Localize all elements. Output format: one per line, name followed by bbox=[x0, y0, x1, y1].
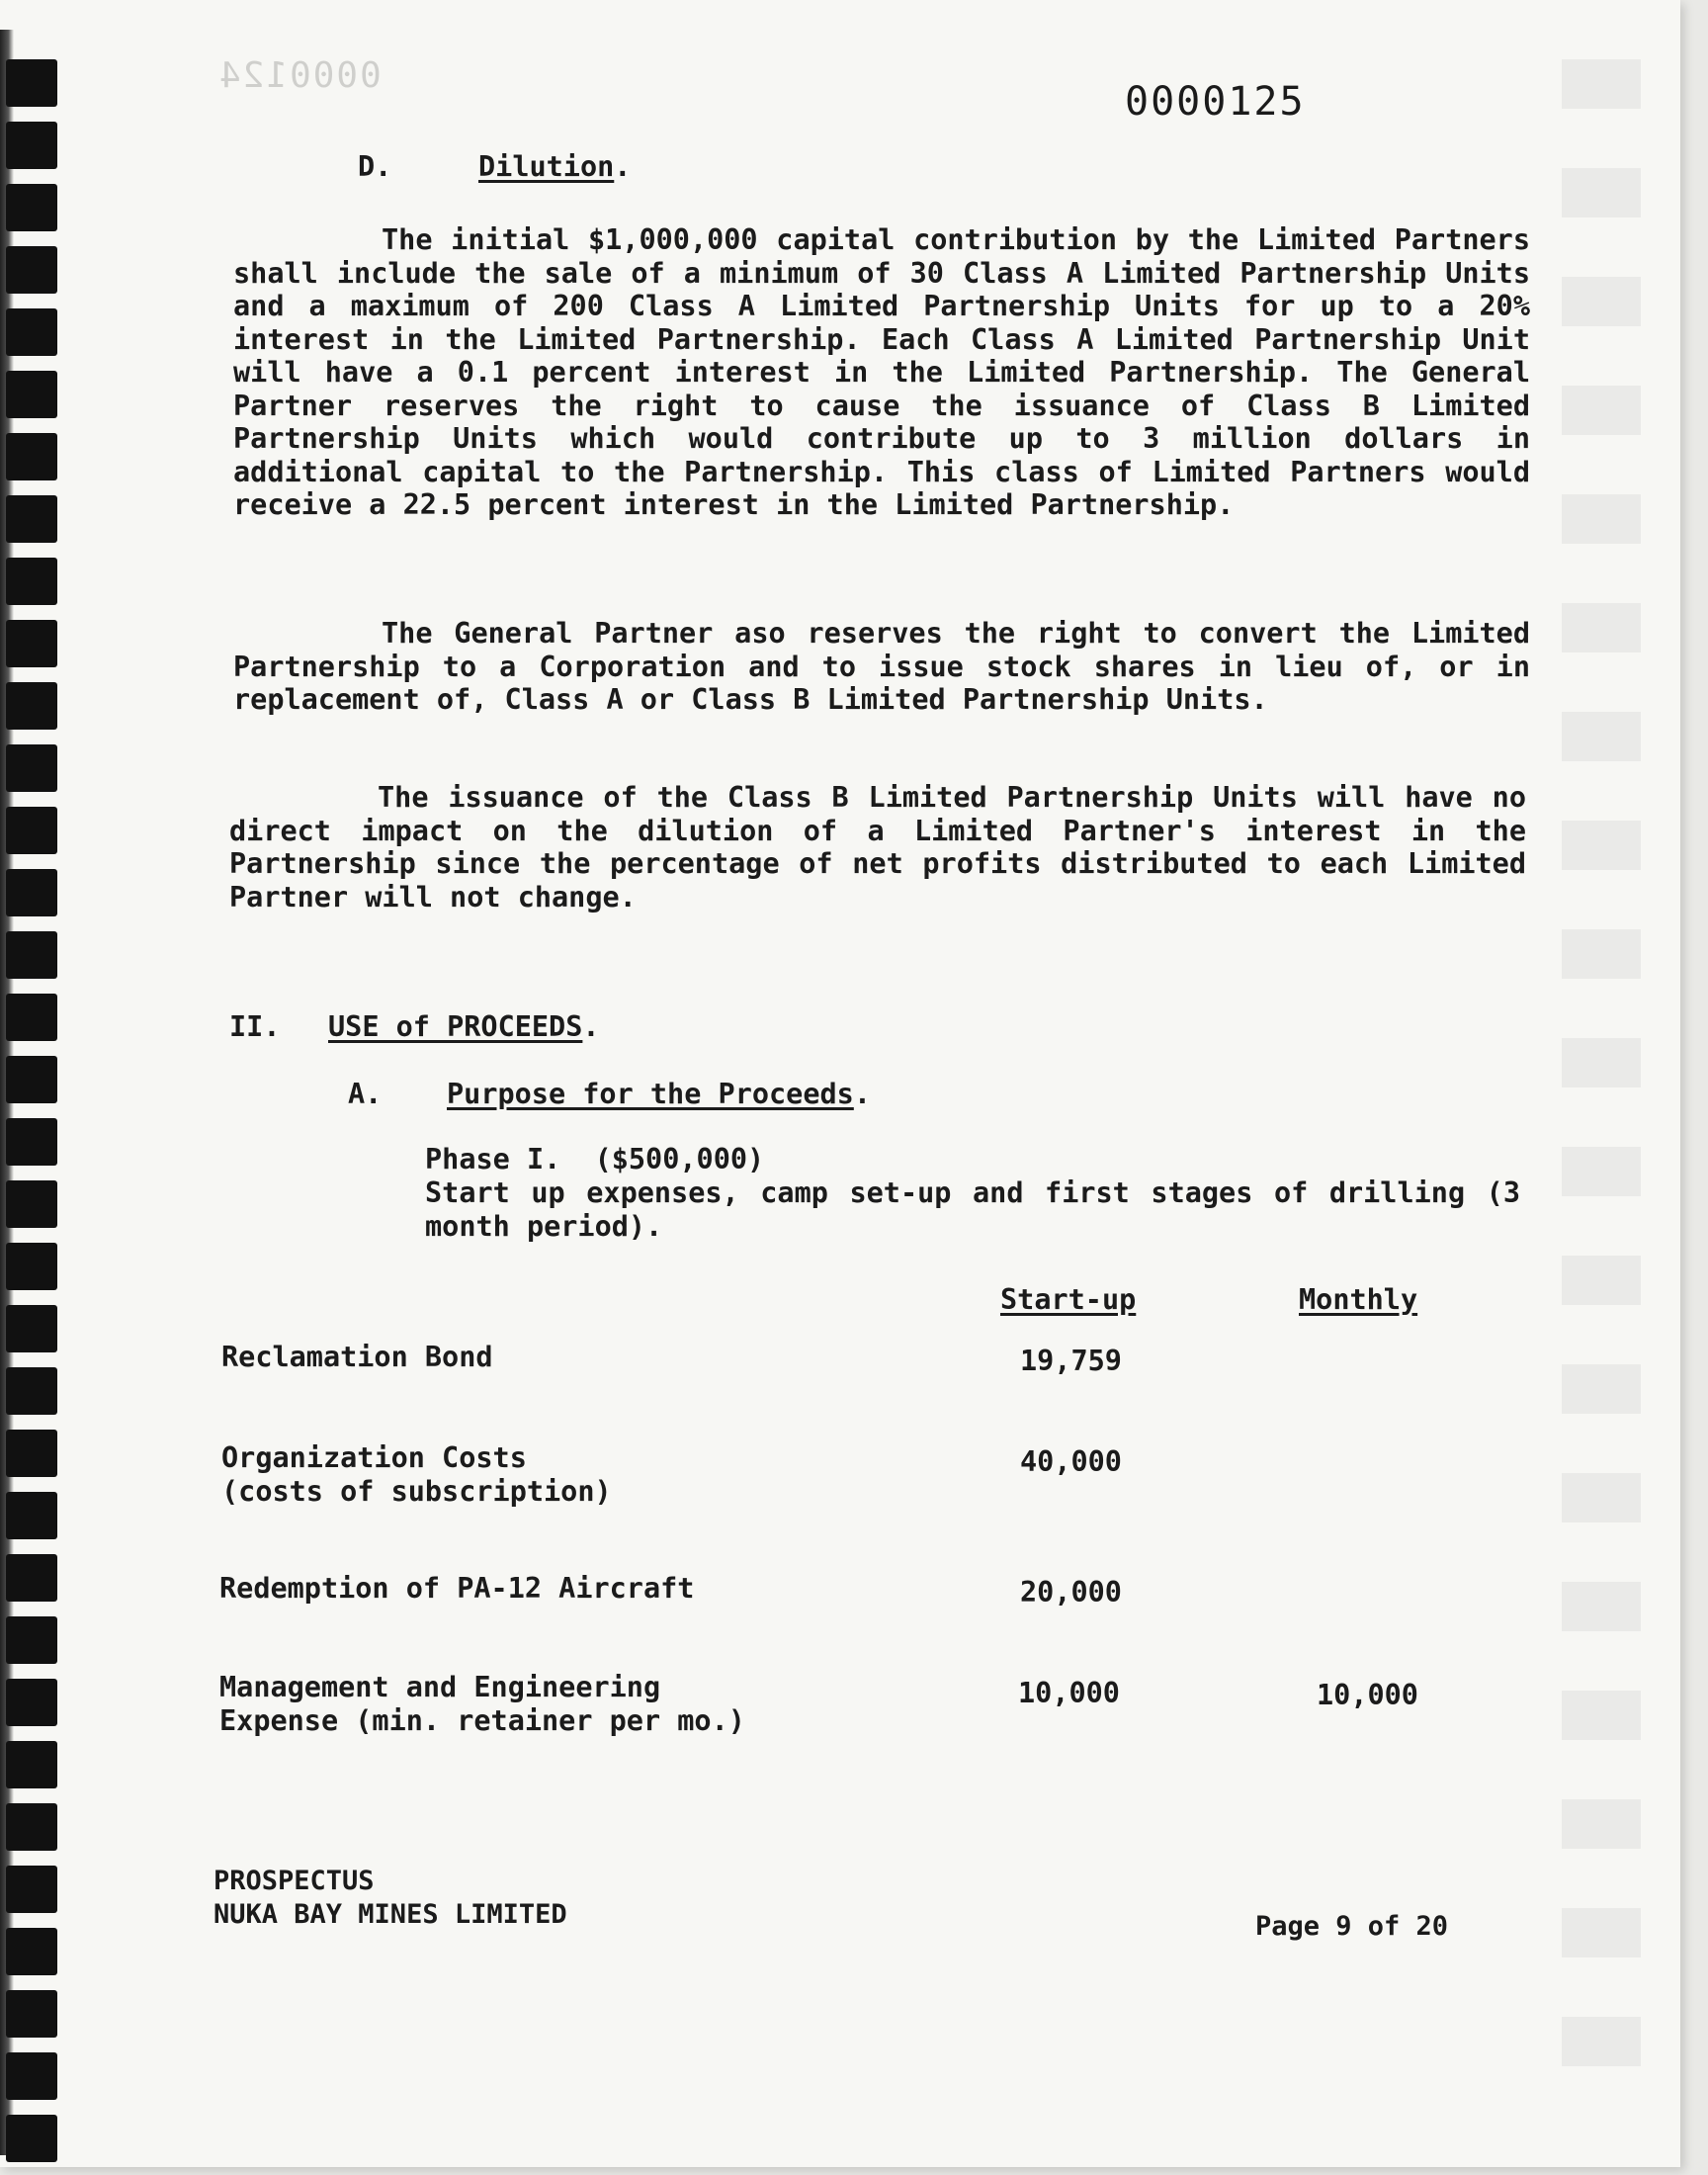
item-label: Organization Costs bbox=[221, 1441, 527, 1474]
binding-tooth bbox=[6, 1492, 57, 1539]
binding-tooth bbox=[6, 744, 57, 792]
section-a-letter: A. bbox=[348, 1078, 383, 1110]
binding-tooth bbox=[6, 1866, 57, 1913]
binding-tooth bbox=[6, 433, 57, 480]
section-a-title: Purpose for the Proceeds. bbox=[447, 1078, 871, 1110]
item-label-continued: (costs of subscription) bbox=[221, 1475, 612, 1508]
dilution-paragraph-3: The issuance of the Class B Limited Partnership Units will have no direct impact on the dilution of a Limited Partner's interest in the Partnership since the percentage of net profits distributed to each Limited Partner will not change. bbox=[229, 781, 1526, 914]
binding-tooth bbox=[6, 931, 57, 979]
item-label-continued: Expense (min. retainer per mo.) bbox=[219, 1704, 745, 1737]
bleed-through-shadow bbox=[1562, 59, 1641, 2086]
dilution-paragraph-2: The General Partner aso reserves the right to convert the Limited Partnership to a Corporation and to issue stock shares in lieu of, or in replacement of, Class A or Class B Limited Partnership Units. bbox=[233, 617, 1530, 716]
section-d-title: Dilution. bbox=[478, 150, 632, 183]
binding-tooth bbox=[6, 1243, 57, 1290]
binding-tooth bbox=[6, 807, 57, 854]
binding-tooth bbox=[6, 2052, 57, 2100]
binding-tooth bbox=[6, 1554, 57, 1602]
column-header-startup: Start-up bbox=[1000, 1283, 1137, 1316]
binding-tooth bbox=[6, 246, 57, 294]
dilution-paragraph-1: The initial $1,000,000 capital contribution by the Limited Partners shall include the sale of a minimum of 30 Class A Limited Partnership Units and a maximum of 200 Class A Limited Partnership Units for up to a 20% interest in the Limited Partnership. Each Class A Limited Partnership Unit will have a 0.1 percent interest in the Limited Partnership. The General Partner reserves the right to cause the issuance of Class B Limited Partnership Units which would contribute up to 3 million dollars in additional capital to the Partnership. This class of Limited Partners would receive a 22.5 percent interest in the Limited Partnership. bbox=[233, 223, 1530, 521]
binding-tooth bbox=[6, 1056, 57, 1103]
binding-tooth bbox=[6, 994, 57, 1041]
section-a-title-text: Purpose for the Proceeds bbox=[447, 1078, 854, 1110]
item-label: Management and Engineering bbox=[219, 1671, 661, 1703]
binding-tooth bbox=[6, 1928, 57, 1975]
binding-tooth bbox=[6, 1367, 57, 1415]
binding-tooth bbox=[6, 59, 57, 107]
item-startup-value: 10,000 bbox=[1018, 1677, 1120, 1709]
binding-tooth bbox=[6, 558, 57, 605]
item-label: Reclamation Bond bbox=[221, 1341, 493, 1373]
binding-tooth bbox=[6, 1118, 57, 1166]
binding-tooth bbox=[6, 1679, 57, 1726]
section-ii-title-text: USE of PROCEEDS bbox=[328, 1010, 583, 1043]
binding-tooth bbox=[6, 1430, 57, 1477]
binding-tooth bbox=[6, 495, 57, 543]
binding-tooth bbox=[6, 1305, 57, 1352]
footer-prospectus: PROSPECTUS bbox=[214, 1866, 375, 1896]
spiral-binding bbox=[0, 30, 69, 2155]
binding-tooth bbox=[6, 620, 57, 667]
item-startup-value: 20,000 bbox=[1020, 1576, 1122, 1609]
binding-tooth bbox=[6, 1741, 57, 1788]
footer-page-number: Page 9 of 20 bbox=[1255, 1911, 1449, 1942]
section-d-title-text: Dilution bbox=[478, 150, 615, 183]
binding-tooth bbox=[6, 2115, 57, 2162]
binding-tooth bbox=[6, 308, 57, 356]
section-d-letter: D. bbox=[358, 150, 392, 183]
binding-tooth bbox=[6, 1990, 57, 2038]
binding-tooth bbox=[6, 682, 57, 730]
footer-company: NUKA BAY MINES LIMITED bbox=[214, 1899, 567, 1930]
binding-tooth bbox=[6, 184, 57, 231]
phase-description: Start up expenses, camp set-up and first stages of drilling (3 month period). bbox=[425, 1176, 1520, 1243]
binding-tooth bbox=[6, 1803, 57, 1851]
item-monthly-value: 10,000 bbox=[1317, 1679, 1418, 1711]
item-startup-value: 40,000 bbox=[1020, 1445, 1122, 1478]
binding-tooth bbox=[6, 1616, 57, 1664]
column-header-monthly: Monthly bbox=[1299, 1283, 1418, 1316]
binding-tooth bbox=[6, 371, 57, 418]
document-number: 0000125 bbox=[1125, 79, 1306, 125]
section-ii-title: USE of PROCEEDS. bbox=[328, 1010, 600, 1043]
section-ii-numeral: II. bbox=[229, 1010, 281, 1043]
binding-tooth bbox=[6, 1180, 57, 1228]
binding-tooth bbox=[6, 869, 57, 916]
binding-tooth bbox=[6, 122, 57, 169]
item-startup-value: 19,759 bbox=[1020, 1345, 1122, 1377]
bleed-through-number: 0000124 bbox=[217, 55, 382, 96]
phase-title: Phase I. ($500,000) bbox=[425, 1143, 765, 1175]
item-label: Redemption of PA-12 Aircraft bbox=[219, 1572, 695, 1605]
